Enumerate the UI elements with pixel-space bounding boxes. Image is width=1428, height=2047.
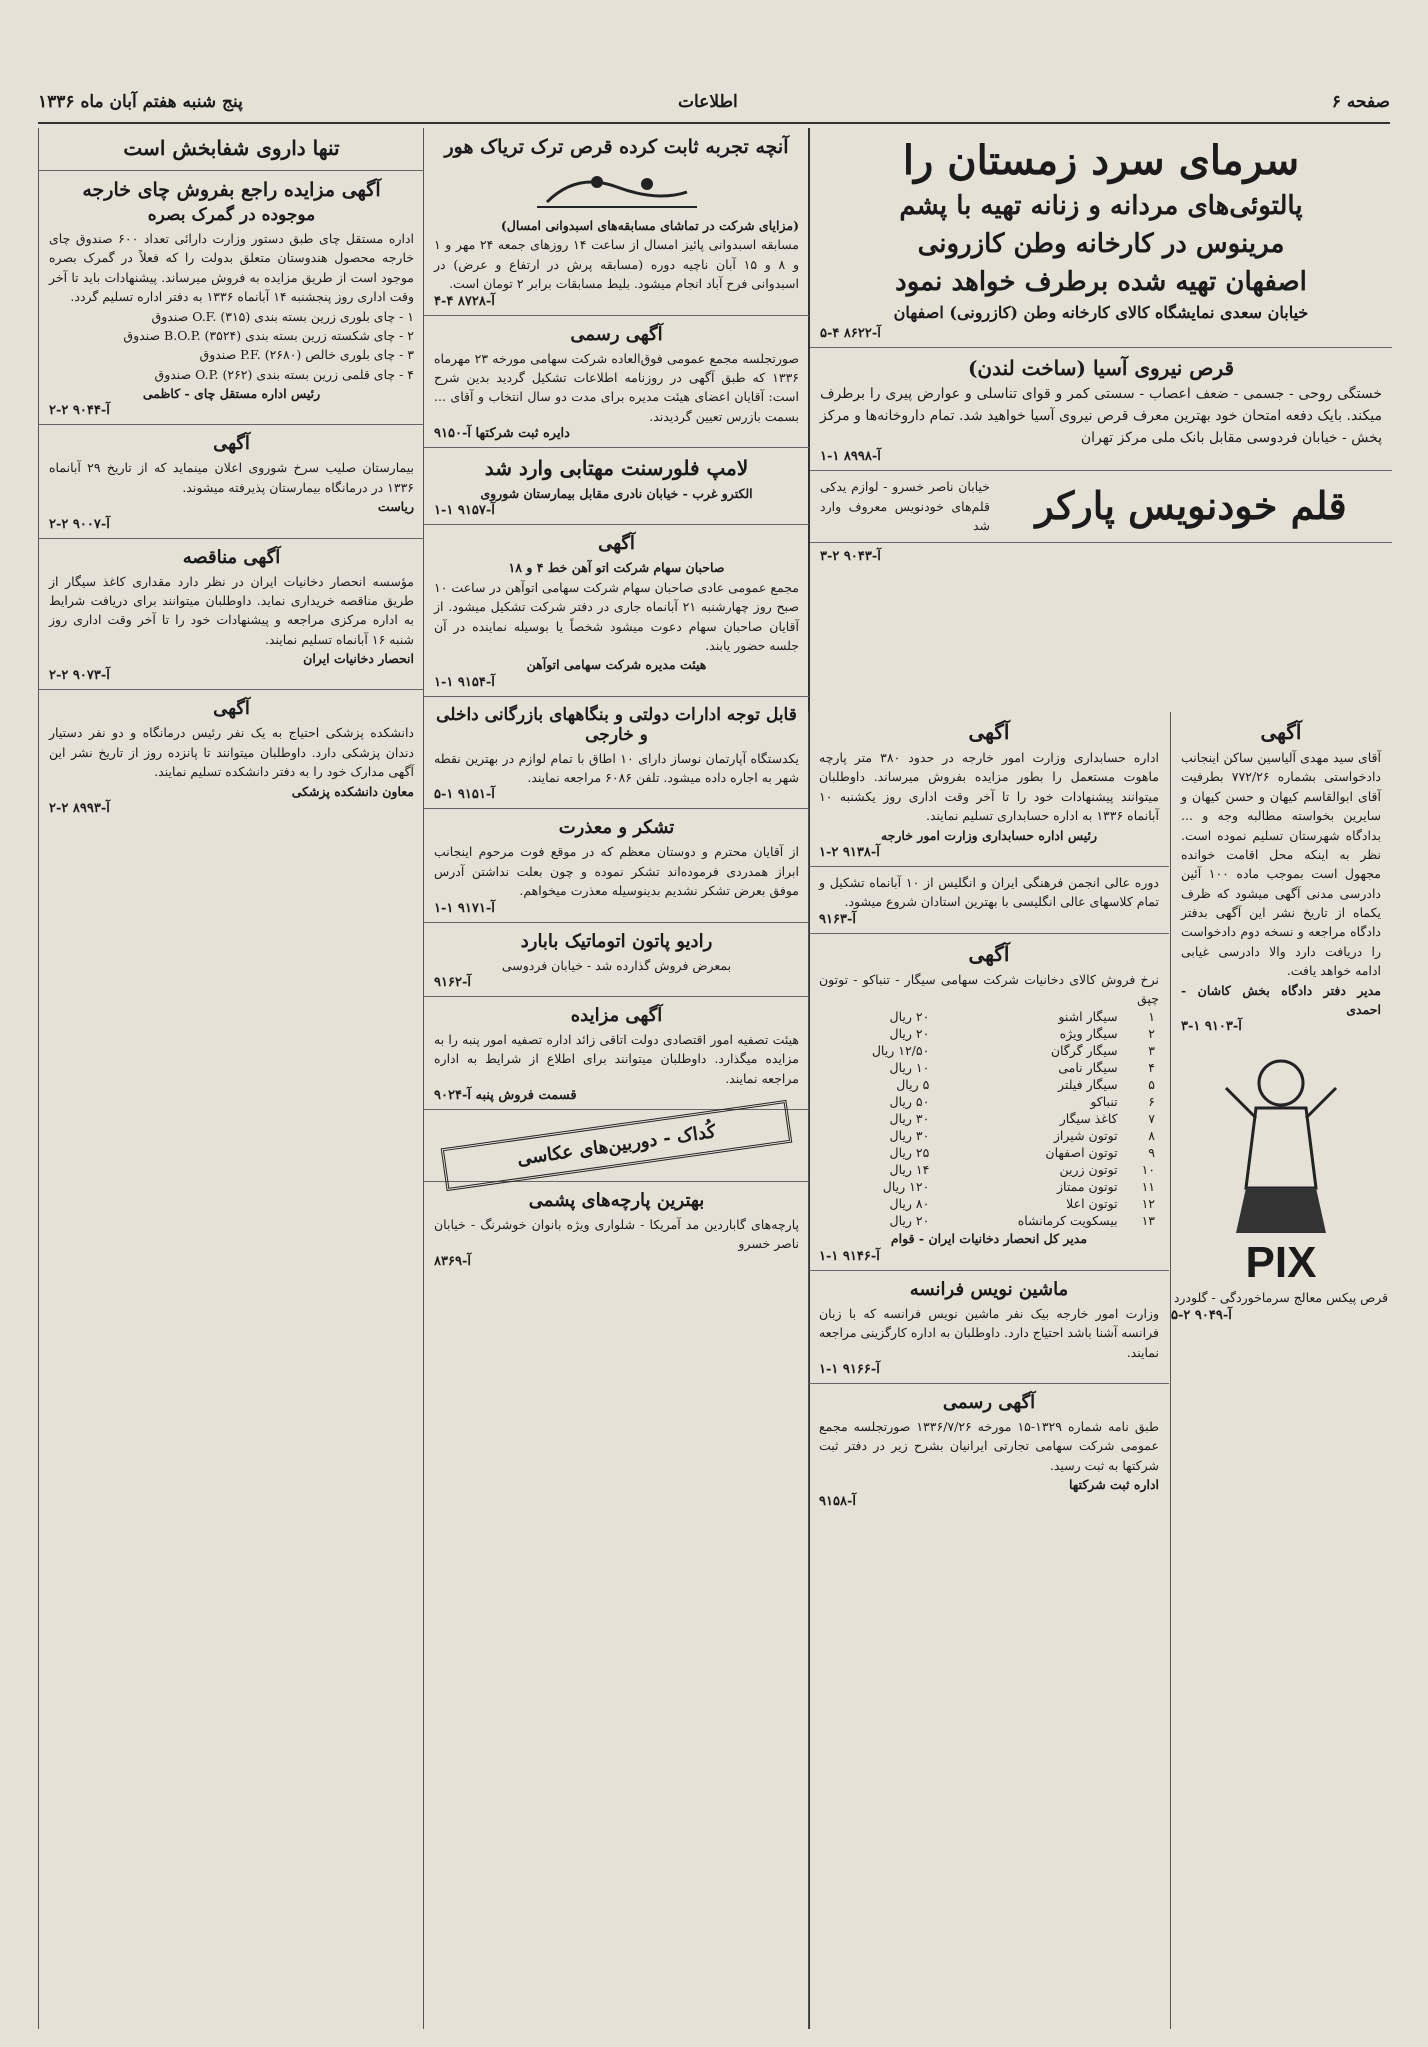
ad-body: دوره عالی انجمن فرهنگی ایران و انگلیس از ۱۰ آبانماه تشکیل و تمام کلاسهای عالی انگلیسی با بهترین استادان شروع میشود. (819, 874, 1159, 910)
ad-title: آگهی (213, 433, 250, 455)
ad-ref: آ-۸۶۲۲ ۴-۵ (820, 326, 881, 342)
price-row (819, 1076, 1159, 1093)
ad-body: مسابقه اسبدوانی پائیز امسال از ساعت ۱۴ روزهای جمعه ۲۴ مهر و ۱ و ۸ و ۱۵ آبان ناچیه دوره (مسابقه پرش در ارتفاع و عرض) در اسبدوانی فرح آباد انجام میشود. بلیط مسابقات برابر ۲ تومان است. (434, 237, 800, 292)
ad-title: بهترین پارچه‌های پشمی (528, 1190, 705, 1211)
ad-tobacco-prices (809, 934, 1169, 1271)
price-row (819, 1178, 1159, 1195)
price-cell: توتون اصفهان (1045, 1145, 1118, 1161)
ad-official (424, 316, 809, 449)
price-cell: ۲۰ ریال (889, 1009, 930, 1025)
ad-body: خیابان ناصر خسرو - لوازم یدکی قلم‌های خودنویس معروف وارد شد (820, 479, 990, 534)
price-cell: ۷ (1148, 1111, 1155, 1127)
ad-foreign-ministry (809, 712, 1169, 867)
ad-ref: آ-۸۳۶۹ (434, 1253, 471, 1269)
ad-medical-school (39, 690, 424, 822)
ad-line: اصفهان تهیه شده برطرف خواهد نمود (895, 266, 1307, 297)
ad-ref: قسمت فروش پنبه آ-۹۰۲۴ (434, 1088, 577, 1103)
price-cell: ۱۱ (1141, 1179, 1155, 1195)
price-cell: ۳ (1148, 1043, 1155, 1059)
header-date: پنج شنبه هفتم آبان ماه ۱۳۳۶ (38, 92, 243, 112)
ad-tender (39, 539, 424, 691)
ad-body: مجمع عمومی عادی صاحبان سهام شرکت سهامی اتوآهن در ساعت ۱۰ صبح روز چهارشنبه ۲۱ آبانماه جاری در دفتر شرکت تشکیل میشود. از آقایان صاحبان سهام دعوت میشود شخصاً یا بوسیله نماینده در آن جلسه حضور یابند. (434, 579, 799, 653)
price-cell: سیگار گرگان (1050, 1043, 1118, 1059)
price-cell: ۲۰ ریال (889, 1213, 930, 1229)
price-cell: ۳۰ ریال (889, 1111, 930, 1127)
pix-figure-illustration (1216, 1048, 1346, 1238)
price-cell: ۸۰ ریال (889, 1196, 930, 1212)
ad-ref: آ-۹۱۶۳ (819, 911, 856, 927)
price-row (819, 1212, 1159, 1229)
ad-title: قلم خودنویس پارکر (1035, 483, 1347, 529)
price-row (819, 1008, 1159, 1025)
ad-apartment (424, 697, 809, 810)
ad-ref: آ-۸۹۹۳ ۲-۲ (49, 800, 110, 816)
price-cell: توتون اعلا (1066, 1196, 1118, 1212)
ad-fluorescent (424, 448, 809, 525)
ad-sign: رئیس اداره مستقل چای - کاظمی (142, 386, 321, 401)
ad-wool-fabric (424, 1182, 809, 1275)
ad-body: الکترو غرب - خیابان نادری مقابل بیمارستان شوروی (480, 486, 753, 501)
ad-ref: آ-۹۱۵۱ ۱-۵ (434, 787, 495, 803)
narrow-column (1170, 712, 1391, 2029)
ad-body: طبق نامه شماره ۱۳۲۹-۱۵ مورخه ۱۳۳۶/۷/۲۶ صورتجلسه مجمع عمومی شرکت سهامی تجارتی ایرانیان بشرح زیر در دفتر ثبت شرکتها به ثبت رسید. (819, 1418, 1159, 1473)
price-cell: ۱۰ (1141, 1162, 1155, 1178)
ad-official-notice (809, 1384, 1169, 1516)
ad-kodak (424, 1110, 809, 1182)
price-cell: ۱۲۰ ریال (882, 1179, 930, 1195)
ad-title: قابل توجه ادارات دولتی و بنگاههای بازرگانی داخلی و خارجی (436, 704, 797, 745)
price-cell: ۹ (1148, 1145, 1155, 1161)
ad-title: آگهی (213, 698, 250, 720)
ad-item: ۱ - چای بلوری زرین بسته بندی O.F. (۳۱۵) صندوق (151, 308, 414, 324)
price-cell: ۱۴ ریال (889, 1162, 930, 1178)
ad-subtitle: (مزایای شرکت در تماشای مسابقه‌های اسبدوانی امسال) (500, 218, 799, 233)
ad-ref: آ-۹۰۷۳ ۲-۲ (49, 668, 110, 684)
ad-address: خیابان سعدی نمایشگاه کالای کارخانه وطن (کازرونی) اصفهان (893, 303, 1309, 323)
ad-ref: آ-۸۹۹۸ ۱-۱ (820, 449, 881, 465)
price-cell: ۶ (1148, 1094, 1155, 1110)
ad-horse-racing (424, 128, 809, 316)
price-row (819, 1195, 1159, 1212)
ad-title: آگهی مناقصه (182, 546, 281, 568)
ad-line: پالتوئی‌های مردانه و زنانه تهیه با پشم (899, 191, 1303, 221)
ad-body: دانشکده پزشکی احتیاج به یک نفر رئیس درمانگاه و دو نفر دستیار دندان پزشکی دارد. داوطلبان میتوانند تا پانزده روز از تاریخ نشر این آگهی مدارک خود را به دفتر دانشکده تسلیم نمایند. (49, 725, 414, 780)
ad-body: یکدستگاه آپارتمان نوساز دارای ۱۰ اطاق با تمام لوازم در بهترین نقطه شهر به اجاره داده میشود. تلفن ۶۰۸۶ مراجعه نمایند. (434, 750, 799, 785)
ad-body: هیئت تصفیه امور اقتصادی دولت اتاقی زائد اداره تصفیه امور پنبه را به مزایده میگذارد. داوطلبان میتوانند برای اطلاع از شرایط به اداره مراجعه نمایند. (434, 1031, 799, 1086)
ad-body: اداره مستقل چای طبق دستور وزارت دارائی تعداد ۶۰۰ صندوق چای خارجه محصول هندوستان متعلق بدولت را که فعلاً در گمرک بصره موجود است از طریق مزایده به فروش میرساند. پیشنهادات باید تا آخر وقت اداری روز پنجشنبه ۱۴ آبانماه ۱۳۳۶ به دفتر اداره تسلیم گردد. (49, 231, 414, 305)
ad-auction (424, 997, 809, 1110)
right-sub-column (808, 712, 1169, 2029)
ad-sign: هیئت مدیره شرکت سهامی اتوآهن (526, 657, 707, 673)
pix-brand: PIX (1245, 1238, 1317, 1288)
slogan-text: تنها داروی شفابخش است (123, 136, 340, 160)
price-cell: توتون شیراز (1053, 1128, 1118, 1144)
left-column (38, 128, 424, 2029)
ad-ref: آ-۹۰۰۷ ۲-۲ (49, 516, 110, 532)
price-cell: سیگار فیلتر (1058, 1077, 1118, 1093)
ad-ref: آ-۹۱۵۸ (819, 1494, 856, 1510)
ad-body: خستگی روحی - جسمی - ضعف اعصاب - سستی کمر و قوای تناسلی و عوارض پیری را برطرف میکند. بایک دفعه امتحان خود بهترین معرف قرص نیروی آسیا خواهید شد. تمام داروخانه‌ها و مرکز پخش - خیابان فردوسی مقابل بانک ملی مرکز تهران (820, 386, 1382, 446)
horse-race-illustration (537, 162, 697, 212)
price-cell: ۲۵ ریال (889, 1145, 930, 1161)
price-row (819, 1059, 1159, 1076)
price-cell: بیسکویت کرمانشاه (1017, 1213, 1118, 1229)
ad-body: اداره حسابداری وزارت امور خارجه در حدود ۳۸۰ متر پارچه ماهوت مستعمل را بطور مزایده بفروش میرساند. داوطلبان میتوانند پیشنهادات خود را تا آخر وقت اداری روز یکشنبه ۱۰ آبانماه ۱۳۳۶ به اداره حسابداری تسلیم نمایند. (819, 750, 1159, 824)
ad-sign: انحصار دخانیات ایران (303, 651, 414, 666)
ad-sign: معاون دانشکده پزشکی (291, 783, 414, 799)
price-cell: سیگار نامی (1058, 1060, 1118, 1076)
price-cell: توتون زرین (1059, 1162, 1118, 1178)
ad-title: آگهی (598, 533, 635, 555)
ad-ref: آ-۹۱۰۳ ۱-۳ (1181, 1019, 1242, 1035)
pix-caption: قرص پیکس معالج سرماخوردگی - گلودرد (1173, 1290, 1389, 1306)
price-cell: ۱۳ (1141, 1213, 1155, 1229)
ad-ref: آ-۹۱۳۸ ۲-۱ (819, 844, 880, 860)
ad-body: بیمارستان صلیب سرخ شوروی اعلان مینماید که از تاریخ ۲۹ آبانماه ۱۳۳۶ در درمانگاه بیمارستان پذیرفته میشوند. (49, 460, 414, 495)
ad-thanks (424, 809, 809, 922)
ad-sign: مدیر کل انحصار دخانیات ایران - قوام (890, 1231, 1088, 1247)
price-cell: ۱ (1148, 1009, 1155, 1025)
ad-title: آگهی مزایده راجع بفروش چای خارجه (82, 179, 381, 201)
header-page-number: صفحه ۶ (1331, 92, 1390, 112)
price-row (819, 1127, 1159, 1144)
ad-subtitle: موجوده در گمرک بصره (147, 205, 316, 225)
ad-body: آقای سید مهدی آلیاسین ساکن اینجانب دادخواستی بشماره ۷۷۲/۲۶ بطرفیت آقای ابوالقاسم کیهان و حسن کیهان و سایرین بخواسته مطالبه وجه و ... بدادگاه شهرستان تسلیم نموده است. نظر به اینکه محل اقامت خوانده مجهول است بموجب ماده ۱۰۰ آئین دادرسی مدنی آگهی میشود که ظرف یکماه از تاریخ نشر این آگهی بدفتر دادگاه مراجعه و نسخه دوم دادخواست را دریافت دارد والا دادرسی غیابی ادامه خواهد یافت. (1181, 750, 1381, 979)
price-table (819, 1008, 1159, 1229)
ad-title: رادیو پاتون اتوماتیک بابارد (520, 930, 713, 952)
price-row (819, 1093, 1159, 1110)
ad-radio (424, 923, 809, 997)
ad-item: ۴ - چای قلمی زرین بسته بندی O.P. (۲۶۲) صندوق (154, 366, 414, 382)
price-row (819, 1144, 1159, 1161)
price-cell: ۳۰ ریال (889, 1128, 930, 1144)
ad-title: آنچه تجربه ثابت کرده قرص ترک تریاک هور (444, 136, 789, 158)
ad-tea-auction (39, 171, 424, 425)
middle-column (423, 128, 809, 2029)
ad-title: آگهی رسمی (942, 1391, 1036, 1413)
ad-ref: آ-۹۱۴۶ ۱-۱ (819, 1248, 880, 1264)
price-row (819, 1042, 1159, 1059)
ad-asia-pills (810, 348, 1392, 471)
ad-line: مرینوس در کارخانه وطن کازرونی (917, 228, 1285, 259)
ad-title: آگهی مزایده (570, 1004, 663, 1026)
price-cell: ۲۰ ریال (889, 1026, 930, 1042)
price-cell: ۴ (1148, 1060, 1155, 1076)
price-cell: ۲ (1148, 1026, 1155, 1042)
header-paper-name: اطلاعات (678, 92, 738, 112)
ad-french-typist (809, 1271, 1169, 1384)
ad-ref: آ-۸۷۲۸ ۴-۴ (434, 293, 495, 309)
price-cell: ۱۲ (1141, 1196, 1155, 1212)
ad-ref: آ-۹۱۵۷ ۱-۱ (434, 503, 495, 519)
ad-item: ۲ - چای شکسته زرین بسته بندی B.O.P. (۳۵۲۴) صندوق (123, 327, 414, 343)
ad-sign: اداره ثبت شرکتها (1069, 1477, 1159, 1492)
price-cell: ۱۰ ریال (889, 1060, 930, 1076)
ad-title: آگهی رسمی (570, 323, 663, 345)
ad-body: مؤسسه انحصار دخانیات ایران در نظر دارد مقداری کاغذ سیگار از طریق مناقصه خریداری نماید. داوطلبان میتوانند برای دریافت شرایط به اداره مرکزی مراجعه و پیشنهادات خود را تا آخر وقت اداری روز شنبه ۱۶ آبانماه تسلیم نمایند. (49, 573, 414, 647)
price-cell: ۱۲/۵۰ ریال (871, 1043, 930, 1059)
page-header (38, 88, 1390, 124)
slogan (39, 128, 424, 171)
ad-ref: آ-۹۱۵۴ ۱-۱ (434, 674, 495, 690)
price-row (819, 1161, 1159, 1178)
ad-title: ماشین نویس فرانسه (909, 1278, 1069, 1300)
ad-body: پارچه‌های گاباردین مد آمریکا - شلواری ویژه بانوان خوشرنگ - خیابان ناصر خسرو (434, 1217, 799, 1252)
ad-body: بمعرض فروش گذارده شد - خیابان فردوسی (501, 957, 732, 973)
price-row (819, 1025, 1159, 1042)
price-cell: توتون ممتاز (1057, 1179, 1118, 1195)
ad-ref: آ-۹۰۴۹ ۲-۵ (1171, 1307, 1232, 1323)
ad-body: وزارت امور خارجه بیک نفر ماشین نویس فرانسه که با زبان فرانسه آشنا باشد احتیاج دارد. داوطلبان به اداره کارگزینی مراجعه نمایند. (819, 1305, 1159, 1360)
ad-red-cross (39, 425, 424, 538)
price-cell: ۵۰ ریال (889, 1094, 930, 1110)
ad-sign: ریاست (377, 499, 414, 515)
ad-title: قرص نیروی آسیا (ساخت لندن) (967, 356, 1235, 381)
ad-title: لامپ فلورسنت مهتابی وارد شد (484, 456, 749, 480)
price-cell: سیگار ویژه (1059, 1026, 1118, 1042)
ad-ref: دایره ثبت شرکتها آ-۹۱۵۰ (434, 426, 570, 441)
ad-ref: آ-۹۰۴۴ ۲-۲ (49, 403, 110, 419)
ad-ref: آ-۹۱۶۶ ۱-۱ (819, 1361, 880, 1377)
ad-item: ۳ - چای بلوری خالص P.F. (۲۶۸۰) صندوق (199, 347, 414, 363)
price-cell: سیگار اشنو (1058, 1009, 1118, 1025)
ad-pix-pills (1171, 1048, 1391, 1322)
ad-title: سرمای سرد زمستان را (902, 137, 1300, 184)
ad-parker-pen (810, 471, 1392, 542)
ad-ref-row (810, 543, 1392, 570)
ad-ref: آ-۹۱۷۱ ۱-۱ (434, 900, 495, 916)
ad-body: صورتجلسه مجمع عمومی فوق‌العاده شرکت سهامی مورخه ۲۳ مهرماه ۱۳۳۶ که طبق آگهی در روزنامه اطلاعات تشکیل گردید بدین شرح است: آقایان اعضای هیئت مدیره برای مدت دو سال انتخاب و آقای ... بسمت بازرس تعیین گردیدند. (434, 350, 799, 424)
price-cell: ۸ (1148, 1128, 1155, 1144)
price-cell: ۵ (1148, 1077, 1155, 1093)
ad-english-course (809, 867, 1169, 934)
ad-ref: آ-۹۱۶۲ (434, 974, 471, 990)
price-row (819, 1110, 1159, 1127)
kodak-stamp: کُداک - دوربین‌های عکاسی (441, 1100, 793, 1191)
ad-sign: مدیر دفتر دادگاه بخش کاشان - احمدی (1181, 982, 1381, 1017)
ad-title: تشکر و معذرت (558, 817, 675, 839)
ad-title: آگهی (1260, 720, 1302, 744)
ad-body: از آقایان محترم و دوستان معظم که در موقع فوت مرحوم اینجانب ابراز همدردی فرموده‌اند تشکر نموده و چون بعلت نداشتن آدرس موفق بعرض تشکر نشدیم بدینوسیله معذرت میخواهم. (434, 844, 799, 899)
ad-court-notice (1171, 712, 1391, 1040)
ad-ref: آ-۹۰۴۳ ۲-۳ (820, 548, 881, 564)
ad-shareholders (424, 525, 809, 696)
ad-intro: نرخ فروش کالای دخانیات شرکت سهامی سیگار - تنباکو - توتون چپق (819, 971, 1159, 1006)
price-cell: کاغذ سیگار (1059, 1111, 1118, 1127)
ad-wool-coats (810, 128, 1392, 348)
ad-title: آگهی (968, 941, 1010, 966)
ad-subtitle: صاحبان سهام شرکت اتو آهن خط ۴ و ۱۸ (508, 560, 725, 576)
ad-title: آگهی (968, 720, 1010, 744)
price-cell: ۵ ریال (896, 1077, 930, 1093)
ad-sign: رئیس اداره حسابداری وزارت امور خارجه (880, 827, 1098, 843)
price-cell: تنباکو (1090, 1094, 1118, 1110)
